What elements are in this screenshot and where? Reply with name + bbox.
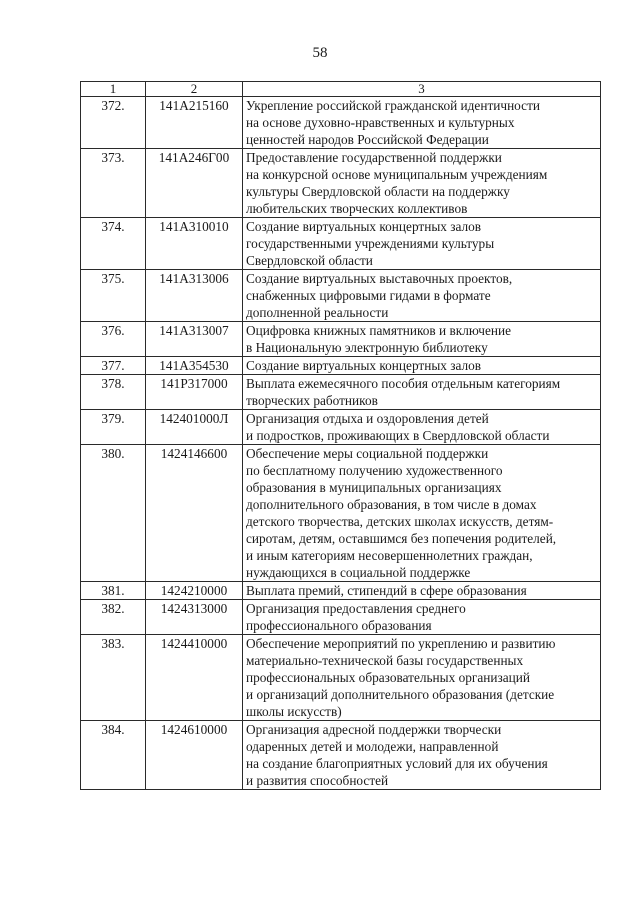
description-line: и организаций дополнительного образования (детские <box>246 687 555 702</box>
row-number: 381. <box>81 582 146 600</box>
description <box>243 445 601 582</box>
table-row <box>81 149 601 218</box>
table-row <box>81 635 601 721</box>
row-number: 377. <box>81 357 146 375</box>
description <box>243 357 601 375</box>
description-line: детского творчества, детских школах искусств, детям- <box>246 514 554 529</box>
description <box>243 149 601 218</box>
table-row <box>81 218 601 270</box>
description-line: Обеспечение меры социальной поддержки <box>246 446 489 461</box>
description-line: Свердловской области <box>246 253 373 268</box>
description <box>243 322 601 357</box>
row-number: 380. <box>81 445 146 582</box>
budget-code: 141A313007 <box>146 322 243 357</box>
description <box>243 218 601 270</box>
budget-code: 141A246Г00 <box>146 149 243 218</box>
budget-code: 1424313000 <box>146 600 243 635</box>
budget-code: 1424610000 <box>146 721 243 790</box>
table-row <box>81 357 601 375</box>
budget-code: 1424410000 <box>146 635 243 721</box>
column-header-number: 1 <box>81 82 146 97</box>
description-line: снабженных цифровыми гидами в формате <box>246 288 491 303</box>
budget-code: 142401000Л <box>146 410 243 445</box>
budget-codes-table <box>80 81 601 790</box>
description-line: дополненной реальности <box>246 305 389 320</box>
description <box>243 270 601 322</box>
description-line: Оцифровка книжных памятников и включение <box>246 323 512 338</box>
table-row <box>81 322 601 357</box>
description-line: Организация предоставления среднего <box>246 601 466 616</box>
table-row <box>81 270 601 322</box>
row-number: 378. <box>81 375 146 410</box>
row-number: 373. <box>81 149 146 218</box>
description-line: одаренных детей и молодежи, направленной <box>246 739 499 754</box>
description-line: дополнительного образования, в том числе в домах <box>246 497 537 512</box>
description <box>243 635 601 721</box>
row-number: 383. <box>81 635 146 721</box>
description-line: и развития способностей <box>246 773 389 788</box>
description-line: Создание виртуальных концертных залов <box>246 358 482 373</box>
column-header-description: 3 <box>243 82 601 97</box>
description-line: и подростков, проживающих в Свердловской области <box>246 428 550 443</box>
description-line: по бесплатному получению художественного <box>246 463 503 478</box>
table-row <box>81 582 601 600</box>
description-line: Выплата ежемесячного пособия отдельным категориям <box>246 376 561 391</box>
page-number: 58 <box>312 45 328 61</box>
description-line: в Национальную электронную библиотеку <box>246 340 488 355</box>
description-line: Организация адресной поддержки творчески <box>246 722 502 737</box>
row-number: 375. <box>81 270 146 322</box>
description <box>243 600 601 635</box>
description-line: Выплата премий, стипендий в сфере образования <box>246 583 527 598</box>
description <box>243 582 601 600</box>
description-line: Создание виртуальных выставочных проектов, <box>246 271 513 286</box>
description-line: Укрепление российской гражданской идентичности <box>246 98 540 113</box>
description-line: образования в муниципальных организациях <box>246 480 502 495</box>
row-number: 382. <box>81 600 146 635</box>
description-line: материально-технической базы государственных <box>246 653 524 668</box>
description-line: Обеспечение мероприятий по укреплению и развитию <box>246 636 556 651</box>
description <box>243 410 601 445</box>
description-line: ценностей народов Российской Федерации <box>246 132 489 147</box>
row-number: 379. <box>81 410 146 445</box>
description-line: культуры Свердловской области на поддержку <box>246 184 510 199</box>
description-line: нуждающихся в социальной поддержке <box>246 565 471 580</box>
description-line: профессиональных образовательных организаций <box>246 670 530 685</box>
description-line: на конкурсной основе муниципальным учреждениям <box>246 167 548 182</box>
table-row <box>81 375 601 410</box>
table-row <box>81 97 601 149</box>
description <box>243 375 601 410</box>
row-number: 374. <box>81 218 146 270</box>
table-row <box>81 445 601 582</box>
row-number: 372. <box>81 97 146 149</box>
budget-code: 141A310010 <box>146 218 243 270</box>
table-row <box>81 721 601 790</box>
table-header-row <box>81 82 601 97</box>
description-line: на создание благоприятных условий для их обучения <box>246 756 548 771</box>
budget-code: 1424210000 <box>146 582 243 600</box>
budget-code: 141P317000 <box>146 375 243 410</box>
description-line: любительских творческих коллективов <box>246 201 468 216</box>
column-header-code: 2 <box>146 82 243 97</box>
description-line: Организация отдыха и оздоровления детей <box>246 411 489 426</box>
table-row <box>81 410 601 445</box>
description-line: государственными учреждениями культуры <box>246 236 495 251</box>
description-line: и иным категориям несовершеннолетних граждан, <box>246 548 533 563</box>
row-number: 376. <box>81 322 146 357</box>
description-line: Создание виртуальных концертных залов <box>246 219 482 234</box>
description-line: профессионального образования <box>246 618 432 633</box>
budget-code: 141A354530 <box>146 357 243 375</box>
description-line: творческих работников <box>246 393 378 408</box>
budget-code: 141A215160 <box>146 97 243 149</box>
description-line: школы искусств) <box>246 704 342 719</box>
budget-code: 1424146600 <box>146 445 243 582</box>
description <box>243 721 601 790</box>
description-line: Предоставление государственной поддержки <box>246 150 502 165</box>
row-number: 384. <box>81 721 146 790</box>
description-line: сиротам, детям, оставшимся без попечения родителей, <box>246 531 557 546</box>
description <box>243 97 601 149</box>
description-line: на основе духовно-нравственных и культурных <box>246 115 515 130</box>
budget-code: 141A313006 <box>146 270 243 322</box>
table-row <box>81 600 601 635</box>
